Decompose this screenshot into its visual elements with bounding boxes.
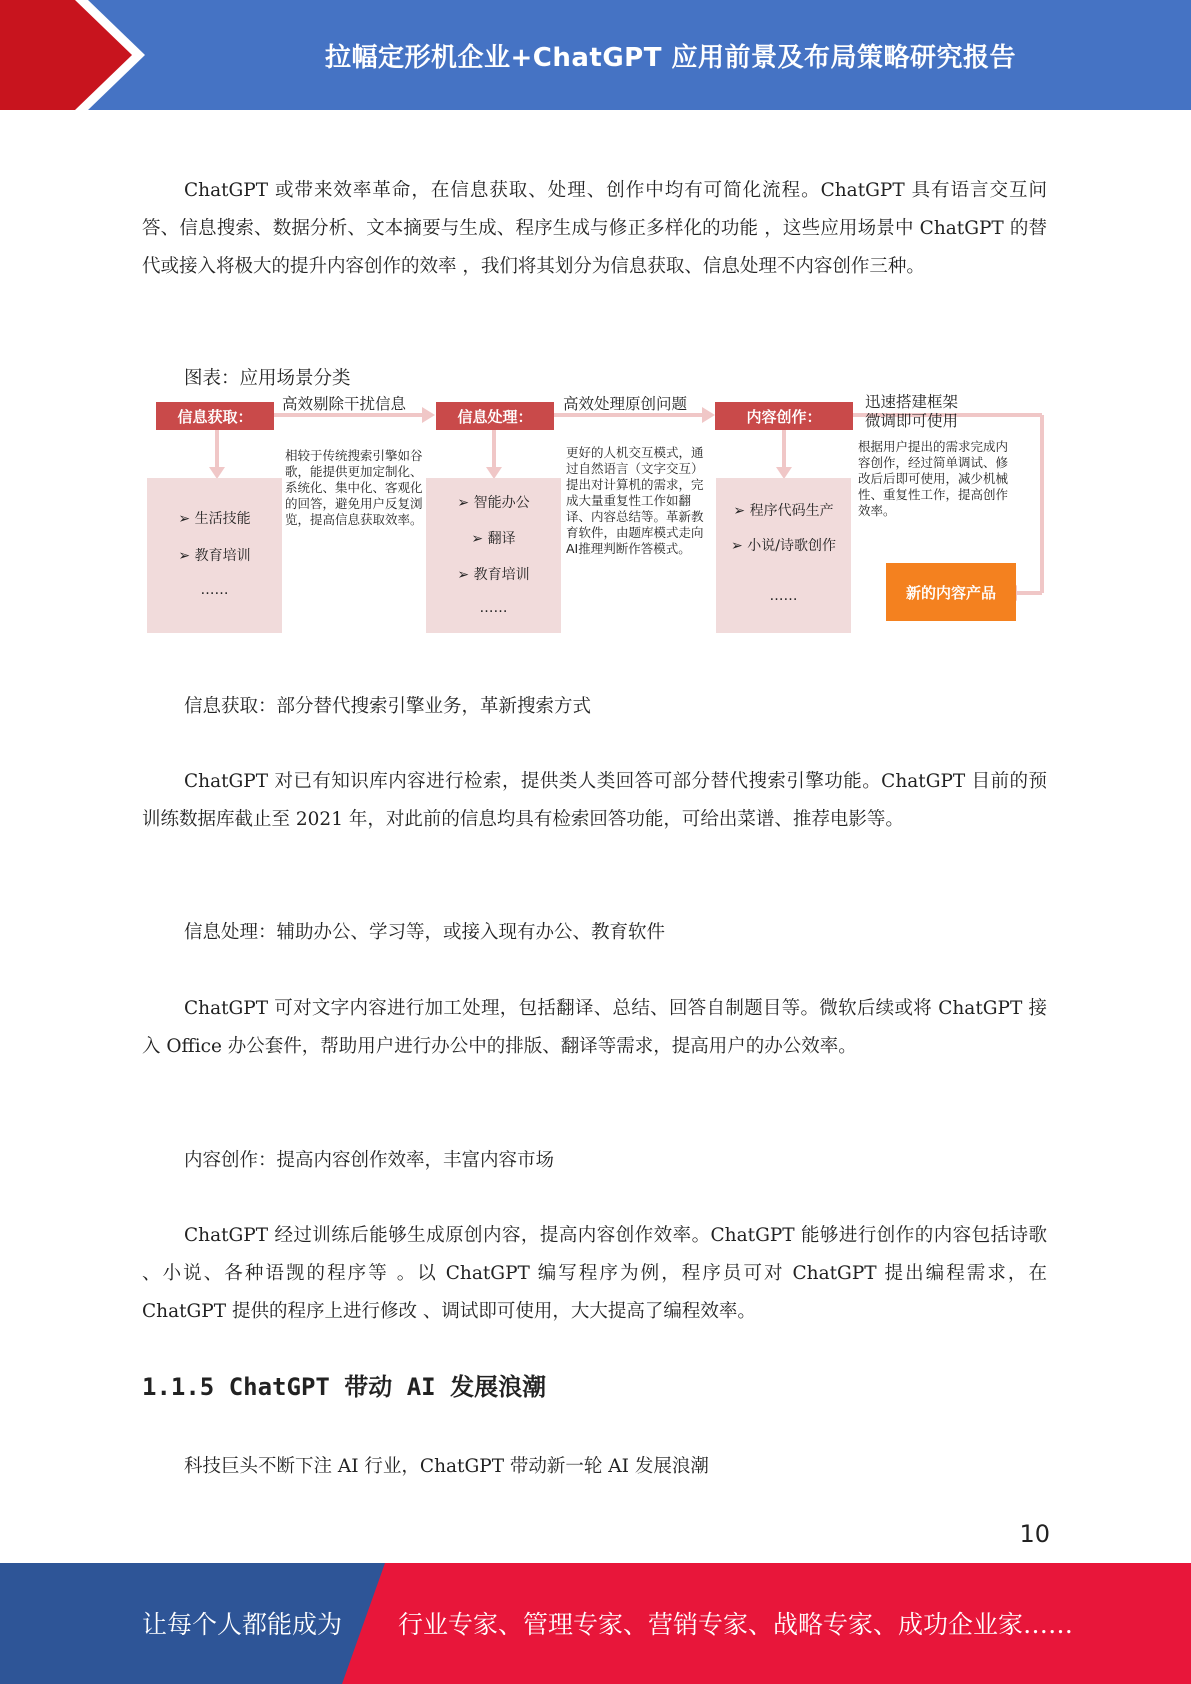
stage-description-content-creation: 根据用户提出的需求完成内容创作，经过简单调试、修改后后即可使用，减少机械性、重复性工作，提高创作效率。 — [858, 439, 1009, 518]
section-paragraph-info-processing: ChatGPT 可对文字内容进行加工处理，包括翻译、总结、回答自制题目等。微软后续或将 ChatGPT 接入 Office 办公套件，帮助用户进行办公中的排版、翻译等需求，提高用户的办公效率。 — [142, 998, 1047, 1057]
stage-items-content-creation — [716, 478, 851, 633]
stage-items-info-acquisition — [147, 478, 282, 633]
intro-paragraph: ChatGPT 或带来效率革命，在信息获取、处理、创作中均有可简化流程。ChatGPT 具有语言交互问答、信息搜索、数据分析、文本摘要与生成、程序生成与修正多样化的功能 ，这些应用场景中 ChatGPT 的替代或接入将极大的提升内容创作的效率 ，我们将其划分为信息获取、信息处理不内容创作三种。 — [142, 180, 1047, 277]
list-item: ➢ 教育培训 — [178, 548, 251, 564]
footer-slogan-left: 让每个人都能成为 — [142, 1610, 343, 1639]
section-heading-info-processing: 信息处理：辅助办公、学习等，或接入现有办公、教育软件 — [184, 922, 666, 943]
list-item: ➢ 智能办公 — [457, 495, 530, 511]
application-scenario-diagram — [142, 395, 1052, 640]
list-item: ➢ 小说/诗歌创作 — [731, 538, 836, 554]
stage-label-info-processing: 信息处理： — [436, 402, 554, 430]
section-heading-tech-giants: 科技巨头不断下注 AI 行业，ChatGPT 带动新一轮 AI 发展浪潮 — [184, 1456, 709, 1477]
heading-1-1-5: 1.1.5 ChatGPT 带动 AI 发展浪潮 — [142, 1373, 547, 1401]
section-paragraph-info-acquisition: ChatGPT 对已有知识库内容进行检索，提供类人类回答可部分替代搜索引擎功能。ChatGPT 目前的预训练数据库截止至 2021 年，对此前的信息均具有检索回答功能，可给出菜谱、推荐电影等。 — [142, 771, 1047, 830]
new-content-product-box: 新的内容产品 — [886, 563, 1016, 621]
stage-items-info-processing — [426, 478, 561, 633]
flow-label-original-problems: 高效处理原创问题 — [563, 395, 688, 413]
stage-description-info-acquisition: 相较于传统搜索引擎如谷歌，能提供更加定制化、系统化、集中化、客观化的回答，避免用户反复浏览，提高信息获取效率。 — [285, 448, 423, 527]
list-item: …… — [479, 600, 508, 616]
stage-description-info-processing: 更好的人机交互模式，通过自然语言（文字交互）提出对计算机的需求，完成大量重复性工作如翻译、内容总结等。革新教育软件，由题库模式走向AI推理判断作答模式。 — [566, 445, 704, 556]
page-number: 10 — [1019, 1520, 1050, 1548]
flow-label-rapid-framework: 迅速搭建框架 微调即可使用 — [865, 393, 959, 430]
page-header — [0, 0, 1191, 110]
flow-label-remove-noise: 高效剔除干扰信息 — [282, 395, 407, 413]
stage-label-content-creation: 内容创作： — [715, 402, 853, 430]
header-arrow-decoration — [0, 0, 150, 110]
figure-caption: 图表：应用场景分类 — [184, 368, 351, 389]
list-item: …… — [769, 588, 798, 604]
list-item: ➢ 程序代码生产 — [733, 503, 834, 519]
list-item: ➢ 教育培训 — [457, 567, 530, 583]
section-heading-content-creation: 内容创作：提高内容创作效率，丰富内容市场 — [184, 1150, 555, 1171]
list-item: ➢ 翻译 — [471, 531, 516, 547]
section-heading-info-acquisition: 信息获取：部分替代搜索引擎业务，革新搜索方式 — [184, 696, 592, 717]
section-paragraph-content-creation: ChatGPT 经过训练后能够生成原创内容，提高内容创作效率。ChatGPT 能够进行创作的内容包括诗歌 、小说、各种语觊的程序等 。以 ChatGPT 编写程序为例，程序员可对 ChatGPT 提出编程需求，在 ChatGPT 提供的程序上进行修改 、调试即可使用，大大提高了编程效率。 — [142, 1225, 1047, 1322]
list-item: …… — [200, 582, 229, 598]
stage-label-info-acquisition: 信息获取： — [156, 402, 274, 430]
report-title: 拉幅定形机企业+ChatGPT 应用前景及布局策略研究报告 — [324, 42, 1017, 73]
list-item: ➢ 生活技能 — [178, 511, 251, 527]
footer-slogan-right: 行业专家、管理专家、营销专家、战略专家、成功企业家…… — [398, 1610, 1074, 1639]
